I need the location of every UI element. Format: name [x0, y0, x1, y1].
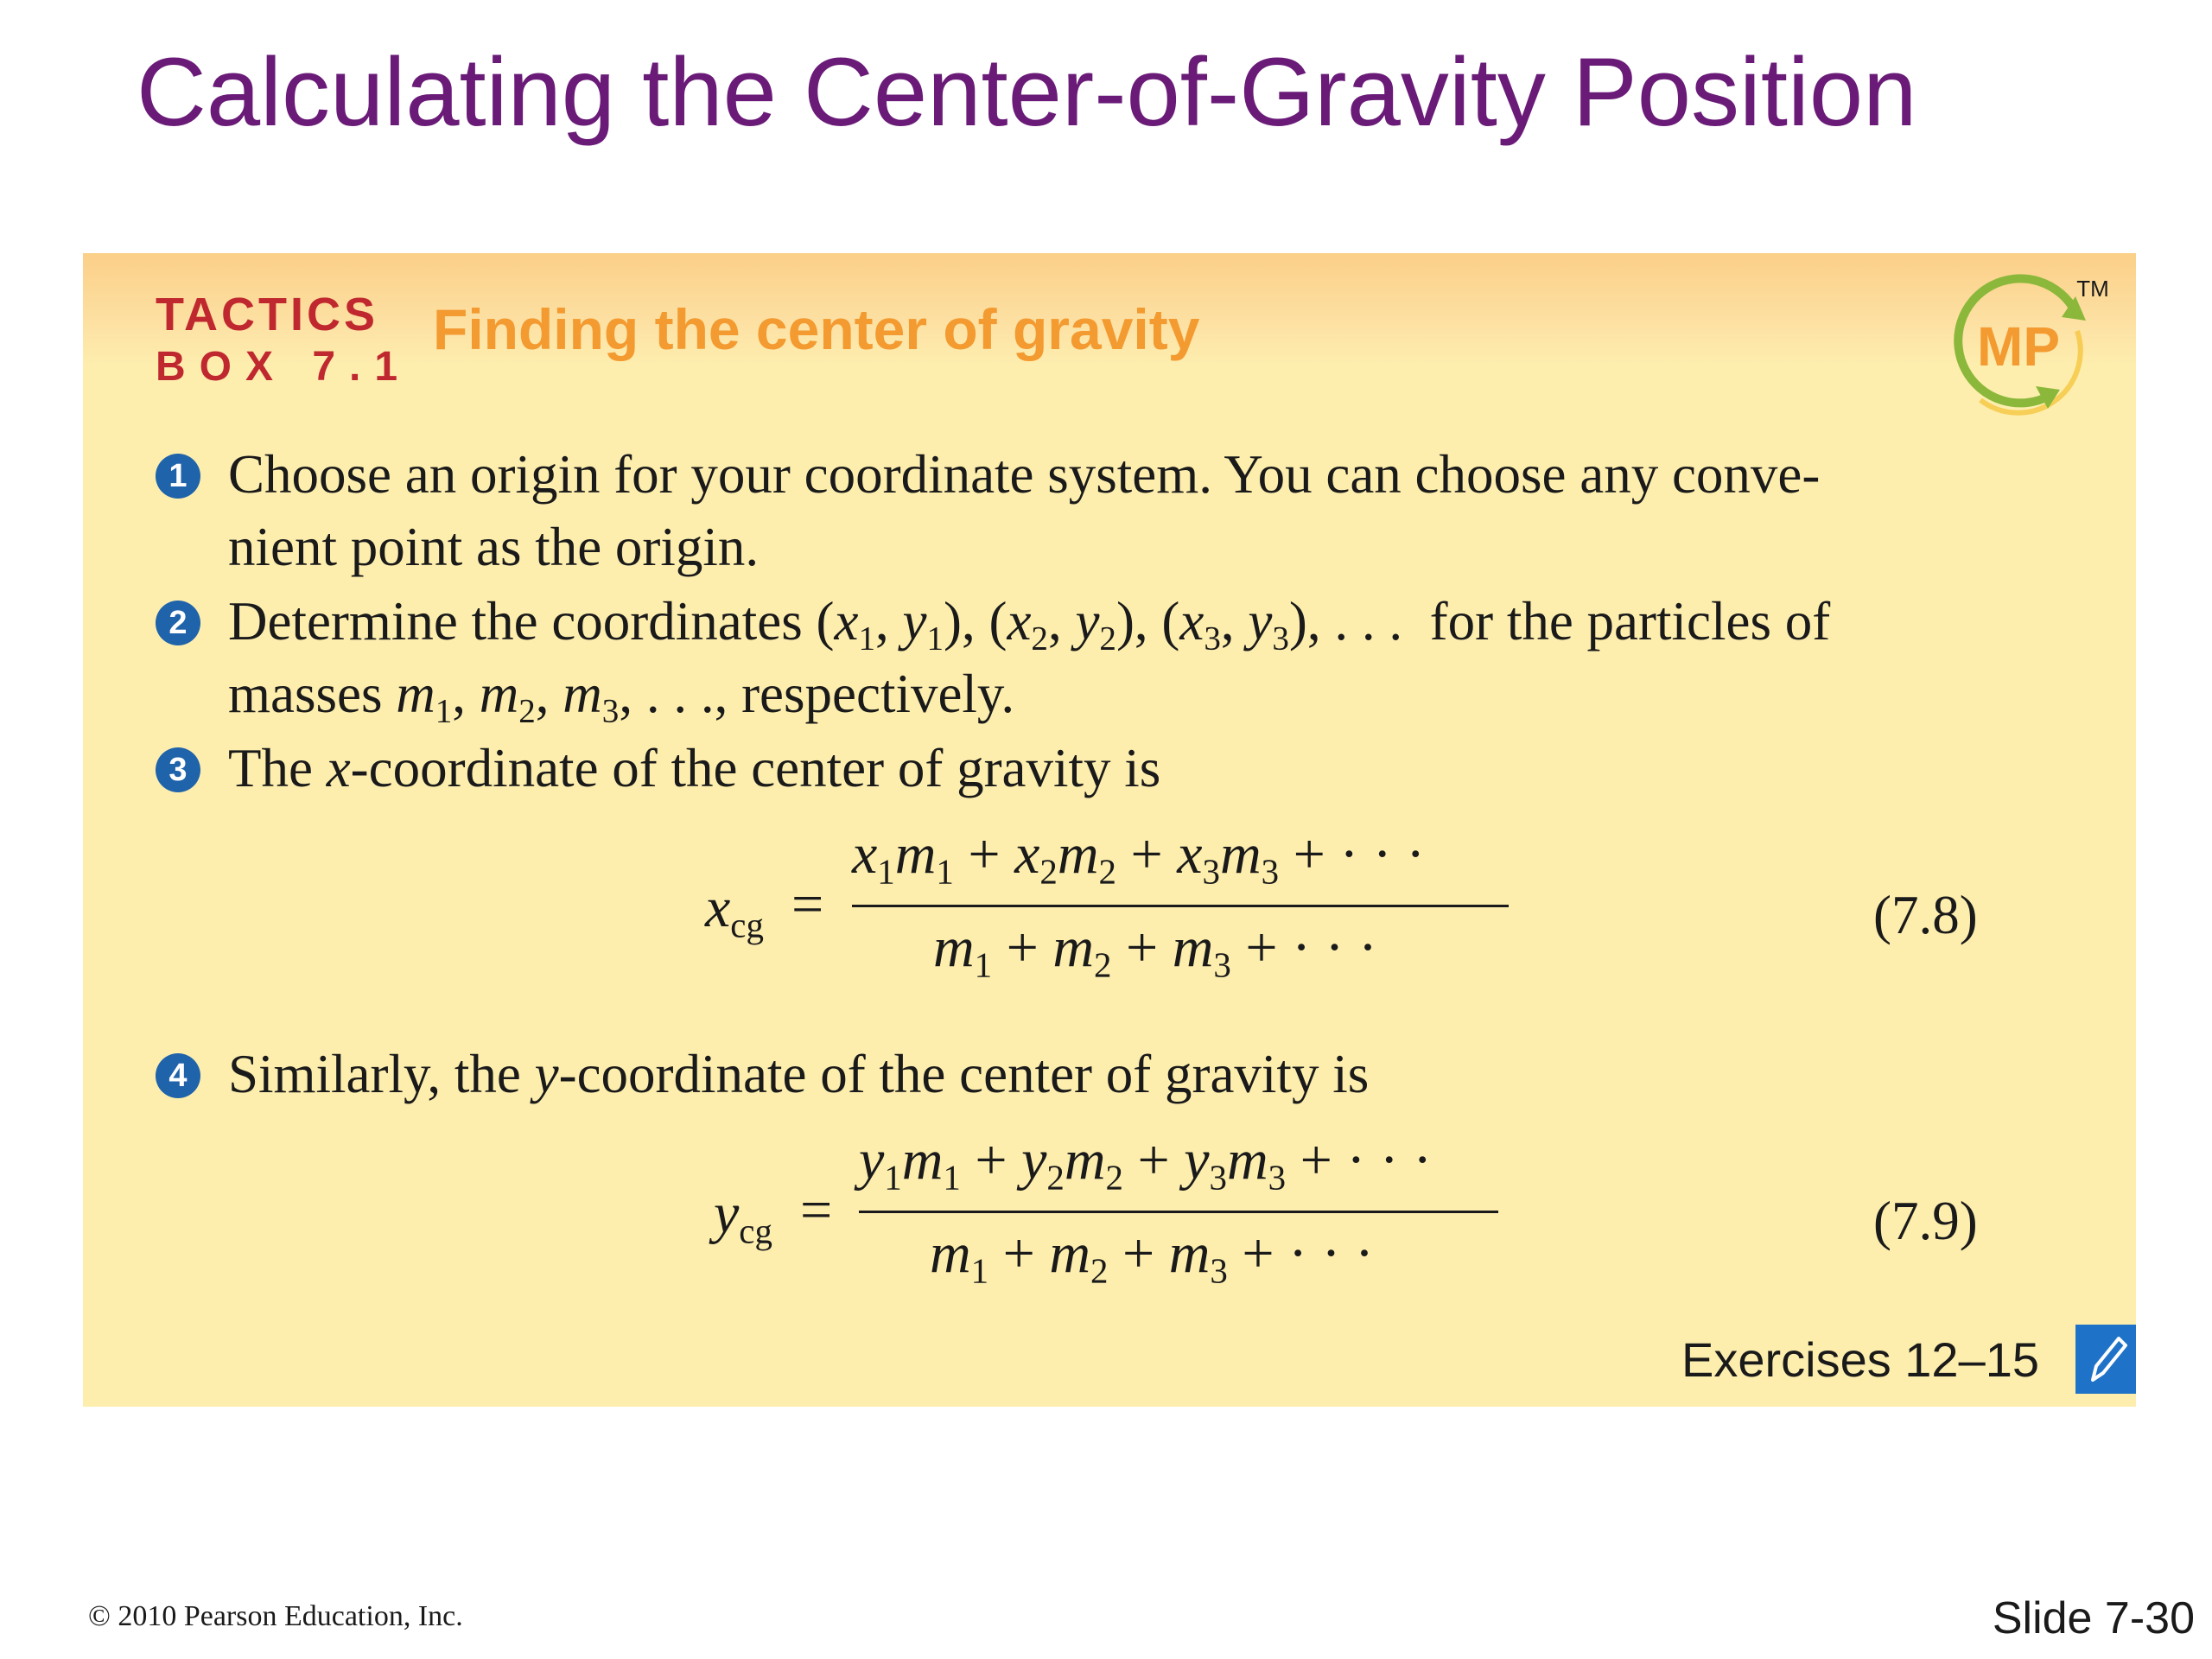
logo-text: MP — [1977, 315, 2060, 378]
step-text-2: Determine the coordinates ($x_1$, $y_1$), ($x_2$, $y_2$), ($x_3$, $y_3$), . . . for the particles of masses $m_1$, $m_2$, $m_3$, . . ., respectively. — [228, 591, 1831, 730]
tactics-box-label — [156, 291, 411, 388]
tactics-label-line1: TACTICS — [156, 289, 378, 340]
mastering-physics-logo — [1946, 276, 2109, 417]
step-4 — [156, 1038, 2082, 1110]
tactics-box-title: Finding the center of gravity — [433, 297, 1200, 361]
fraction-bar — [859, 1211, 1498, 1213]
step-number-2: 2 — [156, 601, 200, 645]
pencil-icon[interactable] — [2075, 1325, 2136, 1394]
step-number-4: 4 — [156, 1053, 200, 1098]
step-number-1: 1 — [156, 454, 200, 499]
equation-numerator: $x_1m_1 + x_2m_2 + x_3m_3$ + · · · — [852, 823, 1426, 892]
fraction-bar — [852, 905, 1509, 907]
step-2 — [156, 585, 2082, 730]
exercises-link[interactable]: Exercises 12–15 — [1681, 1332, 2040, 1387]
step-text-1: Choose an origin for your coordinate system. You can choose any conve- nient point as the origin. — [228, 444, 1821, 577]
step-3 — [156, 732, 2082, 804]
step-text-4: Similarly, the y-coordinate of the center of gravity is — [228, 1044, 1370, 1104]
equation-denominator: $m_1 + m_2 + m_3$ + · · · — [930, 1222, 1375, 1291]
equation-label-7-8: (7.8) — [1873, 885, 1978, 945]
equation-7-8 — [83, 823, 2136, 1014]
equals-sign: = — [800, 1179, 833, 1242]
step-text-3: The x-coordinate of the center of gravity is — [228, 738, 1161, 798]
equation-lhs: $x_{cg}$ — [705, 876, 764, 945]
equation-numerator: $y_1m_1 + y_2m_2 + y_3m_3$ + · · · — [859, 1128, 1433, 1198]
equation-label-7-9: (7.9) — [1873, 1191, 1978, 1251]
slide-number: Slide 7-30 — [1992, 1593, 2195, 1643]
tactics-box — [83, 253, 2136, 1407]
step-number-3: 3 — [156, 747, 200, 792]
tactics-label-line2: BOX 7.1 — [156, 344, 412, 390]
equation-7-9 — [83, 1128, 2136, 1319]
logo-trademark: TM — [2076, 276, 2109, 302]
equals-sign: = — [791, 873, 824, 936]
step-1 — [156, 438, 2082, 583]
copyright-footer: © 2010 Pearson Education, Inc. — [88, 1600, 463, 1632]
equation-denominator: $m_1 + m_2 + m_3$ + · · · — [933, 916, 1378, 985]
equation-lhs: $y_{cg}$ — [714, 1182, 772, 1251]
slide-title: Calculating the Center-of-Gravity Position — [137, 38, 1917, 146]
